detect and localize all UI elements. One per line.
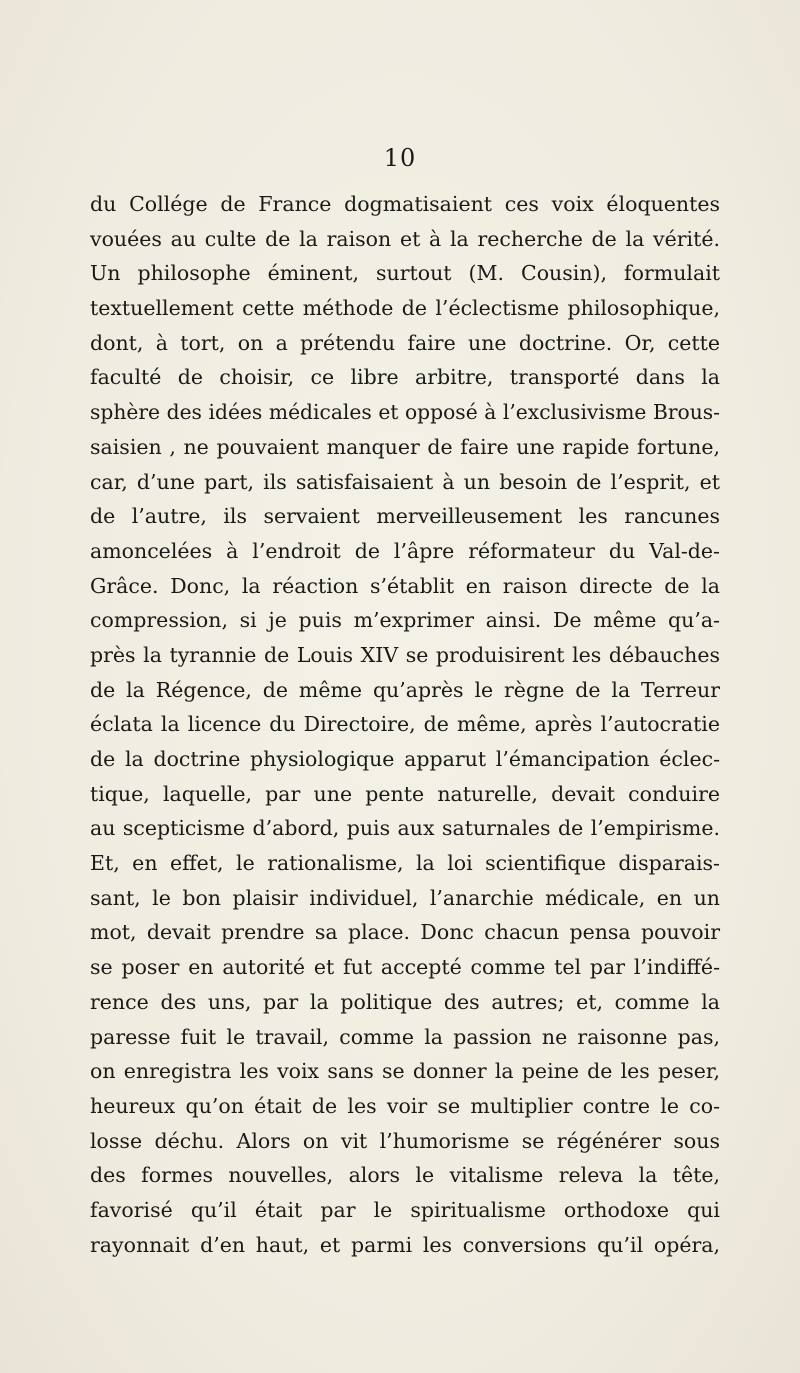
text-line: dont, à tort, on a prétendu faire une doctrine. Or, cette [90, 330, 720, 355]
text-line: favorisé qu’il était par le spiritualisme orthodoxe qui [90, 1197, 720, 1222]
text-line: amoncelées à l’endroit de l’âpre réformateur du Val-de- [90, 538, 720, 563]
text-line: paresse fuit le travail, comme la passion ne raisonne pas, [90, 1024, 720, 1049]
text-line: de l’autre, ils servaient merveilleusement les rancunes [90, 504, 720, 529]
text-line: textuellement cette méthode de l’éclectisme philosophique, [90, 296, 720, 321]
text-line: compression, si je puis m’exprimer ainsi. De même qu’a- [90, 608, 720, 633]
text-line: rayonnait d’en haut, et parmi les conversions qu’il opéra, [90, 1232, 720, 1257]
text-line: Un philosophe éminent, surtout (M. Cousin), formulait [90, 261, 720, 286]
text-line: faculté de choisir, ce libre arbitre, transporté dans la [90, 365, 720, 390]
text-line: on enregistra les voix sans se donner la peine de les peser, [90, 1059, 720, 1084]
text-line: mot, devait prendre sa place. Donc chacun pensa pouvoir [90, 920, 720, 945]
text-line: du Collége de France dogmatisaient ces voix éloquentes [90, 192, 720, 216]
text-line: vouées au culte de la raison et à la recherche de la vérité. [90, 226, 720, 251]
text-line: sant, le bon plaisir individuel, l’anarchie médicale, en un [90, 885, 720, 910]
text-line: au scepticisme d’abord, puis aux saturnales de l’empirisme. [90, 816, 720, 841]
text-line: rence des uns, par la politique des autres; et, comme la [90, 989, 720, 1014]
text-line: tique, laquelle, par une pente naturelle, devait conduire [90, 781, 720, 806]
text-line: losse déchu. Alors on vit l’humorisme se régénérer sous [90, 1128, 720, 1153]
text-line: se poser en autorité et fut accepté comme tel par l’indiffé- [90, 955, 720, 980]
text-line: Grâce. Donc, la réaction s’établit en raison directe de la [90, 573, 720, 598]
text-line: saisien , ne pouvaient manquer de faire une rapide fortune, [90, 434, 720, 459]
text-line: éclata la licence du Directoire, de même, après l’autocratie [90, 712, 720, 737]
text-line: sphère des idées médicales et opposé à l’exclusivisme Brous- [90, 400, 720, 425]
page-number: 10 [383, 144, 417, 172]
text-line: des formes nouvelles, alors le vitalisme releva la tête, [90, 1163, 720, 1188]
text-line: près la tyrannie de Louis XIV se produisirent les débauches [90, 642, 720, 667]
text-line: Et, en effet, le rationalisme, la loi scientifique disparais- [90, 851, 720, 876]
text-line: de la Régence, de même qu’après le règne de la Terreur [90, 677, 720, 702]
body-text [90, 187, 720, 1262]
text-line: car, d’une part, ils satisfaisaient à un besoin de l’esprit, et [90, 469, 720, 494]
text-line: heureux qu’on était de les voir se multiplier contre le co- [90, 1093, 720, 1118]
text-line: de la doctrine physiologique apparut l’émancipation éclec- [90, 747, 720, 771]
